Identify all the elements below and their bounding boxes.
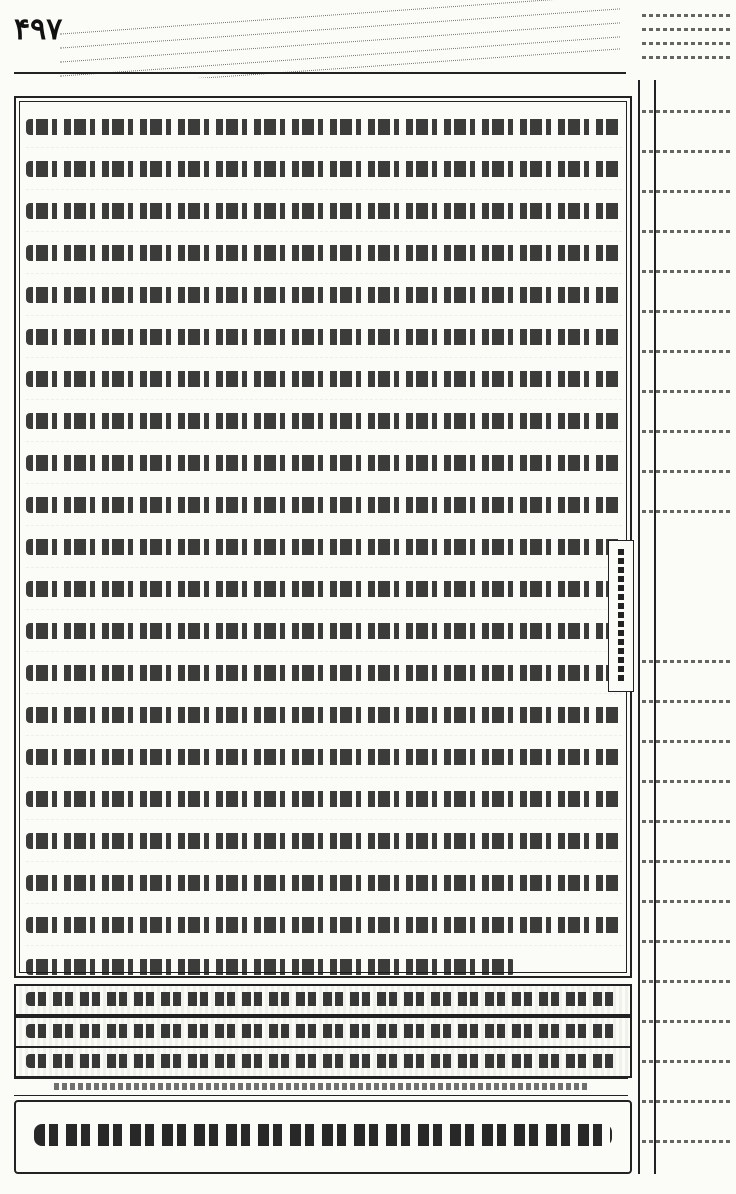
text-line: [26, 820, 622, 862]
text-line: [26, 148, 622, 190]
text-line: [26, 484, 622, 526]
text-line: [26, 274, 622, 316]
text-line: [26, 232, 622, 274]
text-line: [26, 862, 622, 904]
text-line: [26, 358, 622, 400]
text-line: [26, 946, 622, 988]
main-text-frame: [14, 96, 632, 978]
text-line: [26, 106, 622, 148]
right-margin-notes: [634, 0, 736, 1194]
text-line: [26, 442, 622, 484]
verse-box-1: [14, 984, 632, 1016]
page-number: ۴۹۷: [14, 12, 63, 47]
text-line: [26, 778, 622, 820]
side-label-box: [608, 540, 634, 692]
verse-box-2: [14, 1016, 632, 1048]
text-line: [26, 736, 622, 778]
text-line: [26, 904, 622, 946]
colophon-box: [14, 1100, 632, 1174]
text-line: [26, 316, 622, 358]
text-line: [26, 652, 622, 694]
text-line: [26, 694, 622, 736]
header-rule: [14, 72, 626, 97]
footnote-line: [14, 1078, 628, 1096]
body-text: [26, 106, 622, 968]
text-line: [26, 400, 622, 442]
top-margin-notes: [60, 0, 620, 78]
text-line: [26, 526, 622, 568]
text-line: [26, 190, 622, 232]
text-line: [26, 568, 622, 610]
text-line: [26, 610, 622, 652]
verse-box-3: [14, 1046, 632, 1078]
